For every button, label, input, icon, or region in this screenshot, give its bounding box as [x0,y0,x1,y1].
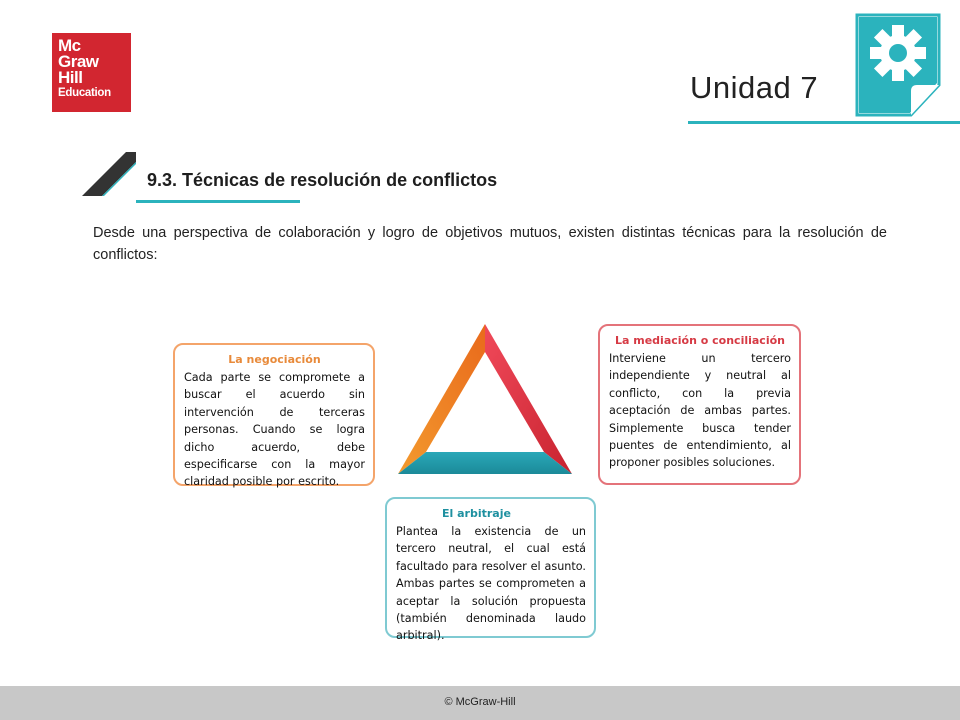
footer-bar [0,686,960,720]
section-title-underline [136,200,300,203]
logo-line-1: Mc [58,36,81,55]
arbitration-title: El arbitraje [442,507,511,520]
footer-copyright: © McGraw-Hill [444,696,516,708]
intro-paragraph: Desde una perspectiva de colaboración y logro de objetivos mutuos, existen distintas técnicas para la resolución de conflictos: [93,225,887,263]
negotiation-text: Cada parte se compromete a buscar el acuerdo sin intervención de terceras personas. Cuando se logra dicho acuerdo, debe especificarse con la mayor claridad posible por escrito. [184,371,365,489]
section-title: 9.3. Técnicas de resolución de conflictos [147,170,498,190]
logo-line-4: Education [58,87,111,99]
mediation-card [598,324,801,485]
negotiation-title: La negociación [228,353,321,366]
negotiation-card [173,343,375,489]
logo-line-3: Hill [58,68,83,87]
triangle-base [398,452,572,474]
mediation-text: Interviene un tercero independiente y neutral al conflicto, con la previa aceptación de ambas partes. Simplemente busca tender puentes de entendimiento, al proponer posibles soluciones. [609,352,791,470]
unit-title: Unidad 7 [690,70,819,105]
arbitration-text: Plantea la existencia de un tercero neutral, el cual está facultado para resolver el asunto. Ambas partes se comprometen a aceptar la solución propuesta (también denominada laudo arbitral). [396,525,586,643]
gear-document-icon [855,13,941,117]
section-marker-icon [82,152,136,198]
mcgraw-hill-logo [52,33,131,112]
arbitration-card [385,497,596,643]
logo-line-2: Graw [58,52,99,71]
unit-title-underline [688,121,960,124]
triangle-diagram [396,322,574,478]
mediation-title: La mediación o conciliación [615,334,785,347]
